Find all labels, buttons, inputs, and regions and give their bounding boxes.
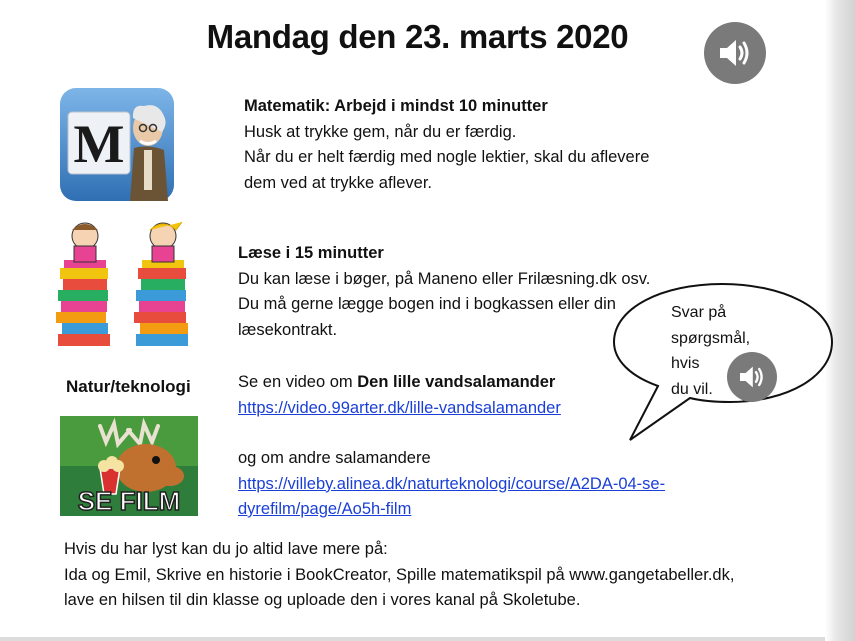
reading-line-2: Du må gerne lægge bogen ind i bogkassen eller din [238, 295, 616, 313]
math-section [244, 94, 649, 196]
salamander-link-line-2[interactable]: dyrefilm/page/Ao5h-film [238, 500, 412, 518]
footer-line-1: Hvis du har lyst kan du jo altid lave mere på: [64, 540, 388, 558]
footer-line-3: lave en hilsen til din klasse og uploade den i vores kanal på Skoletube. [64, 591, 581, 609]
app-letter: M [73, 114, 125, 174]
math-heading: Matematik: Arbejd i mindst 10 minutter [244, 97, 548, 115]
page-title: Mandag den 23. marts 2020 [206, 18, 629, 55]
salamander-link-line-1[interactable]: https://villeby.alinea.dk/naturteknologi/course/A2DA-04-se- [238, 474, 666, 493]
natur-teknologi-label: Natur/teknologi [66, 377, 191, 396]
bubble-line-2: spørgsmål, hvis [671, 329, 751, 372]
nature-section [238, 370, 758, 523]
reading-heading: Læse i 15 minutter [238, 244, 384, 262]
matematik-app-icon[interactable] [60, 88, 174, 201]
reading-line-3: læsekontrakt. [238, 320, 338, 339]
video-link[interactable]: https://video.99arter.dk/lille-vandsalamander [238, 398, 561, 417]
bubble-line-3: du vil. [671, 380, 713, 398]
reading-line-1: Du kan læse i bøger, på Maneno eller Frilæsning.dk osv. [238, 269, 651, 288]
bubble-line-1: Svar på [671, 304, 727, 321]
page-bottom-edge [0, 637, 825, 641]
others-text: og om andre salamandere [238, 449, 431, 467]
reading-kids-illustration [52, 218, 198, 352]
footer-line-2: Ida og Emil, Skrive en historie i BookCreator, Spille matematikspil på www.gangetabeller.dk, [64, 565, 735, 584]
se-film-logo[interactable] [60, 416, 198, 516]
math-line-1: Husk at trykke gem, når du er færdig. [244, 122, 517, 141]
math-line-3: dem ved at trykke aflever. [244, 173, 433, 192]
video-title: Den lille vandsalamander [357, 373, 556, 391]
se-film-text: SE FILM [77, 486, 181, 516]
speaker-button[interactable] [704, 22, 766, 84]
video-prefix: Se en video om [238, 373, 358, 391]
speaker-icon [715, 33, 755, 73]
footer-section [64, 537, 824, 614]
math-line-2: Når du er helt færdig med nogle lektier, skal du aflevere [244, 148, 650, 166]
